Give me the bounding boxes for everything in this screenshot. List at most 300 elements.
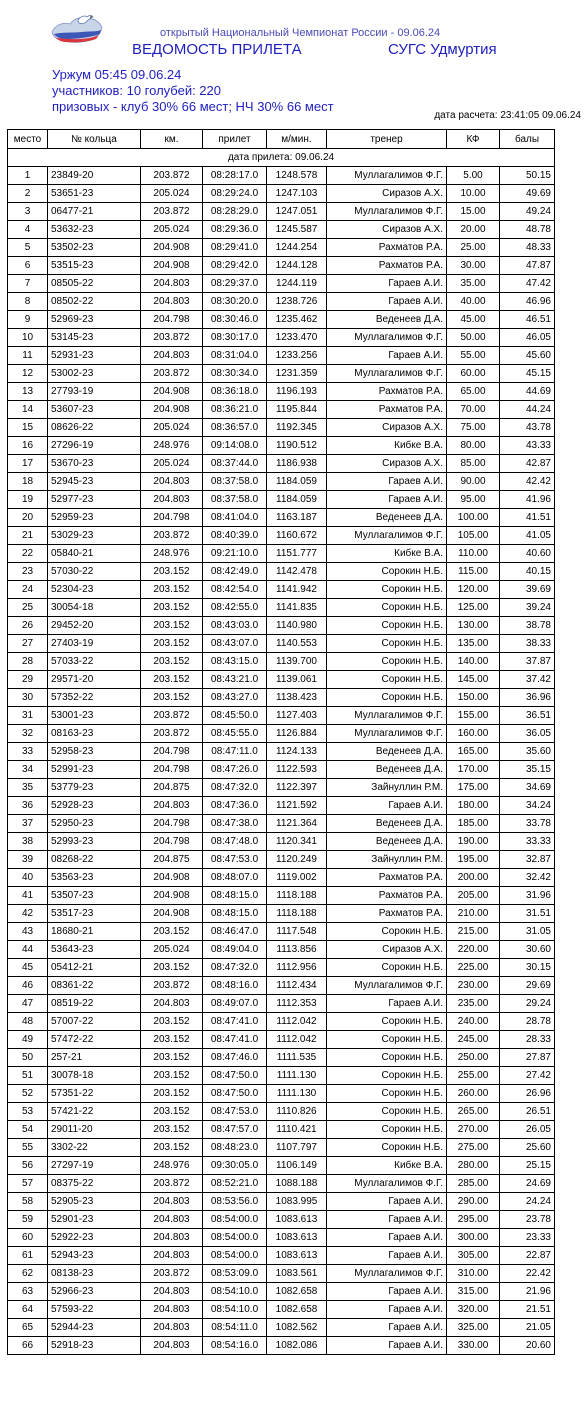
- cell-place: 26: [8, 617, 48, 635]
- cell-distance: 203.872: [141, 365, 203, 383]
- cell-points: 32.87: [500, 851, 555, 869]
- cell-arrival-time: 08:30:20.0: [203, 293, 267, 311]
- table-row: [8, 1301, 555, 1319]
- cell-arrival-time: 08:40:39.0: [203, 527, 267, 545]
- table-row: [8, 185, 555, 203]
- cell-ring-number: 52977-23: [48, 491, 141, 509]
- cell-kf: 225.00: [447, 959, 500, 977]
- cell-distance: 203.152: [141, 1013, 203, 1031]
- cell-points: 23.33: [500, 1229, 555, 1247]
- cell-kf: 240.00: [447, 1013, 500, 1031]
- cell-speed: 1122.397: [267, 779, 327, 797]
- table-row: [8, 491, 555, 509]
- cell-kf: 45.00: [447, 311, 500, 329]
- cell-speed: 1122.593: [267, 761, 327, 779]
- table-row: [8, 365, 555, 383]
- table-row: [8, 419, 555, 437]
- table-row: [8, 239, 555, 257]
- cell-points: 50.15: [500, 167, 555, 185]
- cell-kf: 200.00: [447, 869, 500, 887]
- cell-trainer: Сорокин Н.Б.: [327, 1013, 447, 1031]
- cell-distance: 205.024: [141, 941, 203, 959]
- cell-trainer: Сорокин Н.Б.: [327, 563, 447, 581]
- cell-kf: 15.00: [447, 203, 500, 221]
- cell-distance: 203.872: [141, 527, 203, 545]
- cell-trainer: Рахматов Р.А.: [327, 905, 447, 923]
- cell-points: 21.51: [500, 1301, 555, 1319]
- cell-ring-number: 06477-21: [48, 203, 141, 221]
- table-row: [8, 1319, 555, 1337]
- column-header-distance: км.: [141, 130, 203, 149]
- cell-speed: 1082.658: [267, 1283, 327, 1301]
- cell-distance: 203.872: [141, 203, 203, 221]
- cell-distance: 204.798: [141, 761, 203, 779]
- cell-ring-number: 53029-23: [48, 527, 141, 545]
- cell-speed: 1151.777: [267, 545, 327, 563]
- cell-place: 64: [8, 1301, 48, 1319]
- cell-speed: 1233.256: [267, 347, 327, 365]
- table-row: [8, 221, 555, 239]
- column-header-arrival: прилет: [203, 130, 267, 149]
- cell-place: 34: [8, 761, 48, 779]
- cell-arrival-time: 08:52:21.0: [203, 1175, 267, 1193]
- cell-arrival-time: 08:29:42.0: [203, 257, 267, 275]
- cell-kf: 60.00: [447, 365, 500, 383]
- cell-trainer: Муллагалимов Ф.Г.: [327, 725, 447, 743]
- column-header-place: место: [8, 130, 48, 149]
- cell-speed: 1247.051: [267, 203, 327, 221]
- cell-trainer: Гараев А.И.: [327, 1319, 447, 1337]
- cell-arrival-time: 08:54:16.0: [203, 1337, 267, 1355]
- cell-place: 10: [8, 329, 48, 347]
- table-row: [8, 383, 555, 401]
- cell-ring-number: 57351-22: [48, 1085, 141, 1103]
- cell-place: 42: [8, 905, 48, 923]
- cell-arrival-time: 08:29:36.0: [203, 221, 267, 239]
- cell-distance: 205.024: [141, 455, 203, 473]
- cell-ring-number: 27296-19: [48, 437, 141, 455]
- cell-trainer: Муллагалимов Ф.Г.: [327, 1265, 447, 1283]
- cell-trainer: Сиразов А.Х.: [327, 419, 447, 437]
- cell-points: 29.24: [500, 995, 555, 1013]
- cell-speed: 1196.193: [267, 383, 327, 401]
- cell-distance: 203.152: [141, 1121, 203, 1139]
- cell-arrival-time: 08:47:48.0: [203, 833, 267, 851]
- cell-kf: 250.00: [447, 1049, 500, 1067]
- cell-trainer: Кибке В.А.: [327, 1157, 447, 1175]
- cell-points: 33.33: [500, 833, 555, 851]
- cell-points: 31.96: [500, 887, 555, 905]
- cell-kf: 120.00: [447, 581, 500, 599]
- cell-speed: 1244.254: [267, 239, 327, 257]
- cell-speed: 1082.562: [267, 1319, 327, 1337]
- cell-arrival-time: 09:30:05.0: [203, 1157, 267, 1175]
- cell-trainer: Сиразов А.Х.: [327, 455, 447, 473]
- cell-place: 24: [8, 581, 48, 599]
- cell-distance: 204.908: [141, 887, 203, 905]
- cell-arrival-time: 08:54:10.0: [203, 1301, 267, 1319]
- cell-place: 58: [8, 1193, 48, 1211]
- cell-place: 18: [8, 473, 48, 491]
- cell-speed: 1088.188: [267, 1175, 327, 1193]
- cell-place: 59: [8, 1211, 48, 1229]
- document-title: ВЕДОМОСТЬ ПРИЛЕТА: [132, 41, 302, 58]
- cell-speed: 1111.130: [267, 1067, 327, 1085]
- table-row: [8, 401, 555, 419]
- cell-trainer: Сорокин Н.Б.: [327, 617, 447, 635]
- cell-place: 55: [8, 1139, 48, 1157]
- cell-ring-number: 52993-23: [48, 833, 141, 851]
- cell-place: 21: [8, 527, 48, 545]
- cell-speed: 1186.938: [267, 455, 327, 473]
- cell-place: 36: [8, 797, 48, 815]
- cell-arrival-time: 08:45:55.0: [203, 725, 267, 743]
- table-row: [8, 923, 555, 941]
- table-row: [8, 329, 555, 347]
- cell-arrival-time: 08:53:56.0: [203, 1193, 267, 1211]
- cell-ring-number: 53515-23: [48, 257, 141, 275]
- cell-trainer: Гараев А.И.: [327, 473, 447, 491]
- cell-ring-number: 53670-23: [48, 455, 141, 473]
- cell-ring-number: 57352-22: [48, 689, 141, 707]
- cell-distance: 203.872: [141, 725, 203, 743]
- cell-kf: 320.00: [447, 1301, 500, 1319]
- table-row: [8, 509, 555, 527]
- cell-arrival-time: 08:45:50.0: [203, 707, 267, 725]
- cell-trainer: Муллагалимов Ф.Г.: [327, 167, 447, 185]
- cell-points: 33.78: [500, 815, 555, 833]
- cell-distance: 203.872: [141, 329, 203, 347]
- cell-arrival-time: 08:30:17.0: [203, 329, 267, 347]
- cell-speed: 1111.130: [267, 1085, 327, 1103]
- cell-points: 45.60: [500, 347, 555, 365]
- cell-speed: 1141.942: [267, 581, 327, 599]
- cell-distance: 204.908: [141, 401, 203, 419]
- cell-ring-number: 08361-22: [48, 977, 141, 995]
- column-header-speed: м/мин.: [267, 130, 327, 149]
- cell-points: 43.78: [500, 419, 555, 437]
- cell-arrival-time: 08:37:58.0: [203, 491, 267, 509]
- table-row: [8, 455, 555, 473]
- cell-points: 42.42: [500, 473, 555, 491]
- cell-ring-number: 23849-20: [48, 167, 141, 185]
- cell-kf: 280.00: [447, 1157, 500, 1175]
- table-row: [8, 1337, 555, 1355]
- cell-arrival-time: 08:47:41.0: [203, 1013, 267, 1031]
- cell-ring-number: 08519-22: [48, 995, 141, 1013]
- table-row: [8, 473, 555, 491]
- table-row: [8, 1013, 555, 1031]
- cell-arrival-time: 08:47:32.0: [203, 779, 267, 797]
- cell-ring-number: 53607-23: [48, 401, 141, 419]
- cell-points: 43.33: [500, 437, 555, 455]
- table-row: [8, 1139, 555, 1157]
- cell-distance: 204.908: [141, 239, 203, 257]
- cell-place: 39: [8, 851, 48, 869]
- cell-points: 26.51: [500, 1103, 555, 1121]
- cell-trainer: Гараев А.И.: [327, 1301, 447, 1319]
- cell-place: 19: [8, 491, 48, 509]
- cell-arrival-time: 08:42:54.0: [203, 581, 267, 599]
- cell-speed: 1119.002: [267, 869, 327, 887]
- cell-points: 24.69: [500, 1175, 555, 1193]
- cell-place: 23: [8, 563, 48, 581]
- cell-place: 3: [8, 203, 48, 221]
- cell-kf: 80.00: [447, 437, 500, 455]
- table-row: [8, 1193, 555, 1211]
- column-header-ring: № кольца: [48, 130, 141, 149]
- cell-distance: 203.152: [141, 653, 203, 671]
- cell-speed: 1111.535: [267, 1049, 327, 1067]
- cell-distance: 204.803: [141, 1301, 203, 1319]
- table-row: [8, 635, 555, 653]
- table-row: [8, 707, 555, 725]
- table-row: [8, 1229, 555, 1247]
- cell-points: 41.51: [500, 509, 555, 527]
- cell-distance: 204.798: [141, 311, 203, 329]
- table-row: [8, 761, 555, 779]
- cell-trainer: Веденеев Д.А.: [327, 761, 447, 779]
- cell-ring-number: 53145-23: [48, 329, 141, 347]
- cell-kf: 285.00: [447, 1175, 500, 1193]
- cell-distance: 204.908: [141, 869, 203, 887]
- cell-trainer: Сорокин Н.Б.: [327, 581, 447, 599]
- cell-distance: 204.803: [141, 473, 203, 491]
- cell-kf: 300.00: [447, 1229, 500, 1247]
- table-row: [8, 257, 555, 275]
- cell-ring-number: 27793-19: [48, 383, 141, 401]
- table-row: [8, 1049, 555, 1067]
- cell-place: 37: [8, 815, 48, 833]
- cell-points: 24.24: [500, 1193, 555, 1211]
- cell-points: 36.05: [500, 725, 555, 743]
- cell-trainer: Гараев А.И.: [327, 1247, 447, 1265]
- cell-place: 60: [8, 1229, 48, 1247]
- cell-distance: 203.872: [141, 1175, 203, 1193]
- cell-points: 39.24: [500, 599, 555, 617]
- cell-distance: 204.908: [141, 905, 203, 923]
- cell-place: 13: [8, 383, 48, 401]
- cell-points: 27.87: [500, 1049, 555, 1067]
- table-row: [8, 545, 555, 563]
- cell-trainer: Сорокин Н.Б.: [327, 1067, 447, 1085]
- cell-ring-number: 52958-23: [48, 743, 141, 761]
- cell-arrival-time: 08:43:03.0: [203, 617, 267, 635]
- cell-kf: 30.00: [447, 257, 500, 275]
- cell-points: 47.42: [500, 275, 555, 293]
- cell-arrival-time: 08:47:46.0: [203, 1049, 267, 1067]
- cell-speed: 1184.059: [267, 473, 327, 491]
- cell-trainer: Сорокин Н.Б.: [327, 959, 447, 977]
- cell-place: 48: [8, 1013, 48, 1031]
- cell-trainer: Кибке В.А.: [327, 437, 447, 455]
- cell-kf: 175.00: [447, 779, 500, 797]
- cell-trainer: Гараев А.И.: [327, 995, 447, 1013]
- cell-place: 20: [8, 509, 48, 527]
- cell-trainer: Рахматов Р.А.: [327, 887, 447, 905]
- cell-ring-number: 53502-23: [48, 239, 141, 257]
- cell-speed: 1141.835: [267, 599, 327, 617]
- cell-arrival-time: 08:29:24.0: [203, 185, 267, 203]
- cell-speed: 1083.995: [267, 1193, 327, 1211]
- cell-distance: 204.798: [141, 815, 203, 833]
- cell-trainer: Муллагалимов Ф.Г.: [327, 707, 447, 725]
- cell-distance: 203.872: [141, 167, 203, 185]
- cell-kf: 265.00: [447, 1103, 500, 1121]
- cell-kf: 125.00: [447, 599, 500, 617]
- cell-arrival-time: 08:30:46.0: [203, 311, 267, 329]
- cell-trainer: Муллагалимов Ф.Г.: [327, 203, 447, 221]
- cell-speed: 1112.042: [267, 1013, 327, 1031]
- cell-ring-number: 53779-23: [48, 779, 141, 797]
- column-header-kf: КФ: [447, 130, 500, 149]
- cell-place: 16: [8, 437, 48, 455]
- cell-kf: 170.00: [447, 761, 500, 779]
- cell-place: 1: [8, 167, 48, 185]
- cell-kf: 50.00: [447, 329, 500, 347]
- cell-speed: 1121.364: [267, 815, 327, 833]
- cell-distance: 203.152: [141, 635, 203, 653]
- cell-distance: 204.798: [141, 833, 203, 851]
- cell-kf: 130.00: [447, 617, 500, 635]
- table-row: [8, 347, 555, 365]
- cell-points: 46.51: [500, 311, 555, 329]
- cell-place: 31: [8, 707, 48, 725]
- cell-arrival-time: 08:29:37.0: [203, 275, 267, 293]
- cell-distance: 203.152: [141, 671, 203, 689]
- cell-place: 45: [8, 959, 48, 977]
- cell-ring-number: 3302-22: [48, 1139, 141, 1157]
- cell-distance: 205.024: [141, 419, 203, 437]
- cell-trainer: Сорокин Н.Б.: [327, 599, 447, 617]
- column-header-trainer: тренер: [327, 130, 447, 149]
- cell-distance: 203.152: [141, 617, 203, 635]
- cell-kf: 245.00: [447, 1031, 500, 1049]
- cell-arrival-time: 09:14:08.0: [203, 437, 267, 455]
- cell-trainer: Гараев А.И.: [327, 797, 447, 815]
- cell-ring-number: 05412-21: [48, 959, 141, 977]
- cell-kf: 25.00: [447, 239, 500, 257]
- cell-speed: 1117.548: [267, 923, 327, 941]
- cell-distance: 204.875: [141, 851, 203, 869]
- cell-place: 53: [8, 1103, 48, 1121]
- cell-distance: 204.803: [141, 1193, 203, 1211]
- cell-distance: 203.152: [141, 1067, 203, 1085]
- cell-trainer: Гараев А.И.: [327, 1211, 447, 1229]
- cell-ring-number: 52931-23: [48, 347, 141, 365]
- table-row: [8, 311, 555, 329]
- cell-trainer: Сиразов А.Х.: [327, 185, 447, 203]
- cell-place: 51: [8, 1067, 48, 1085]
- cell-points: 37.87: [500, 653, 555, 671]
- cell-speed: 1082.086: [267, 1337, 327, 1355]
- participants-info: участников: 10 голубей: 220: [52, 83, 221, 98]
- cell-trainer: Веденеев Д.А.: [327, 311, 447, 329]
- cell-distance: 204.908: [141, 383, 203, 401]
- table-row: [8, 293, 555, 311]
- table-row: [8, 653, 555, 671]
- cell-trainer: Сорокин Н.Б.: [327, 1103, 447, 1121]
- cell-trainer: Сорокин Н.Б.: [327, 1049, 447, 1067]
- cell-ring-number: 57030-22: [48, 563, 141, 581]
- cell-trainer: Гараев А.И.: [327, 1229, 447, 1247]
- cell-ring-number: 52928-23: [48, 797, 141, 815]
- cell-distance: 204.803: [141, 1247, 203, 1265]
- cell-ring-number: 29571-20: [48, 671, 141, 689]
- cell-speed: 1184.059: [267, 491, 327, 509]
- cell-place: 9: [8, 311, 48, 329]
- cell-distance: 203.152: [141, 1103, 203, 1121]
- table-row: [8, 167, 555, 185]
- cell-distance: 204.803: [141, 347, 203, 365]
- table-row: [8, 887, 555, 905]
- cell-distance: 203.152: [141, 1085, 203, 1103]
- cell-trainer: Муллагалимов Ф.Г.: [327, 329, 447, 347]
- cell-arrival-time: 08:54:10.0: [203, 1283, 267, 1301]
- cell-arrival-time: 08:46:47.0: [203, 923, 267, 941]
- cell-speed: 1106.149: [267, 1157, 327, 1175]
- prizes-info: призовых - клуб 30% 66 мест; НЧ 30% 66 мест: [52, 99, 334, 114]
- cell-ring-number: 53517-23: [48, 905, 141, 923]
- cell-arrival-time: 08:47:38.0: [203, 815, 267, 833]
- cell-distance: 248.976: [141, 1157, 203, 1175]
- cell-trainer: Рахматов Р.А.: [327, 401, 447, 419]
- table-row: [8, 815, 555, 833]
- cell-arrival-time: 08:42:55.0: [203, 599, 267, 617]
- cell-trainer: Сорокин Н.Б.: [327, 1139, 447, 1157]
- cell-speed: 1113.856: [267, 941, 327, 959]
- table-row: [8, 977, 555, 995]
- cell-speed: 1233.470: [267, 329, 327, 347]
- cell-trainer: Сорокин Н.Б.: [327, 923, 447, 941]
- cell-trainer: Сорокин Н.Б.: [327, 689, 447, 707]
- cell-ring-number: 52944-23: [48, 1319, 141, 1337]
- cell-speed: 1139.700: [267, 653, 327, 671]
- cell-ring-number: 52922-23: [48, 1229, 141, 1247]
- cell-trainer: Гараев А.И.: [327, 293, 447, 311]
- cell-distance: 203.872: [141, 707, 203, 725]
- cell-ring-number: 57007-22: [48, 1013, 141, 1031]
- table-row: [8, 1157, 555, 1175]
- cell-kf: 110.00: [447, 545, 500, 563]
- cell-points: 36.96: [500, 689, 555, 707]
- cell-points: 22.42: [500, 1265, 555, 1283]
- cell-points: 38.33: [500, 635, 555, 653]
- cell-ring-number: 08375-22: [48, 1175, 141, 1193]
- cell-place: 2: [8, 185, 48, 203]
- cell-speed: 1083.613: [267, 1247, 327, 1265]
- cell-kf: 190.00: [447, 833, 500, 851]
- cell-place: 27: [8, 635, 48, 653]
- cell-arrival-time: 08:47:53.0: [203, 851, 267, 869]
- cell-trainer: Зайнуллин Р.М.: [327, 851, 447, 869]
- cell-kf: 295.00: [447, 1211, 500, 1229]
- cell-ring-number: 53002-23: [48, 365, 141, 383]
- cell-trainer: Сорокин Н.Б.: [327, 671, 447, 689]
- pigeon-russia-map-icon: [48, 10, 104, 50]
- club-name: СУГС Удмуртия: [388, 41, 497, 58]
- cell-points: 25.15: [500, 1157, 555, 1175]
- cell-speed: 1112.434: [267, 977, 327, 995]
- cell-trainer: Сорокин Н.Б.: [327, 653, 447, 671]
- cell-distance: 204.803: [141, 275, 203, 293]
- cell-points: 21.96: [500, 1283, 555, 1301]
- cell-ring-number: 53507-23: [48, 887, 141, 905]
- table-row: [8, 617, 555, 635]
- cell-arrival-time: 08:54:11.0: [203, 1319, 267, 1337]
- table-row: [8, 671, 555, 689]
- cell-arrival-time: 08:43:07.0: [203, 635, 267, 653]
